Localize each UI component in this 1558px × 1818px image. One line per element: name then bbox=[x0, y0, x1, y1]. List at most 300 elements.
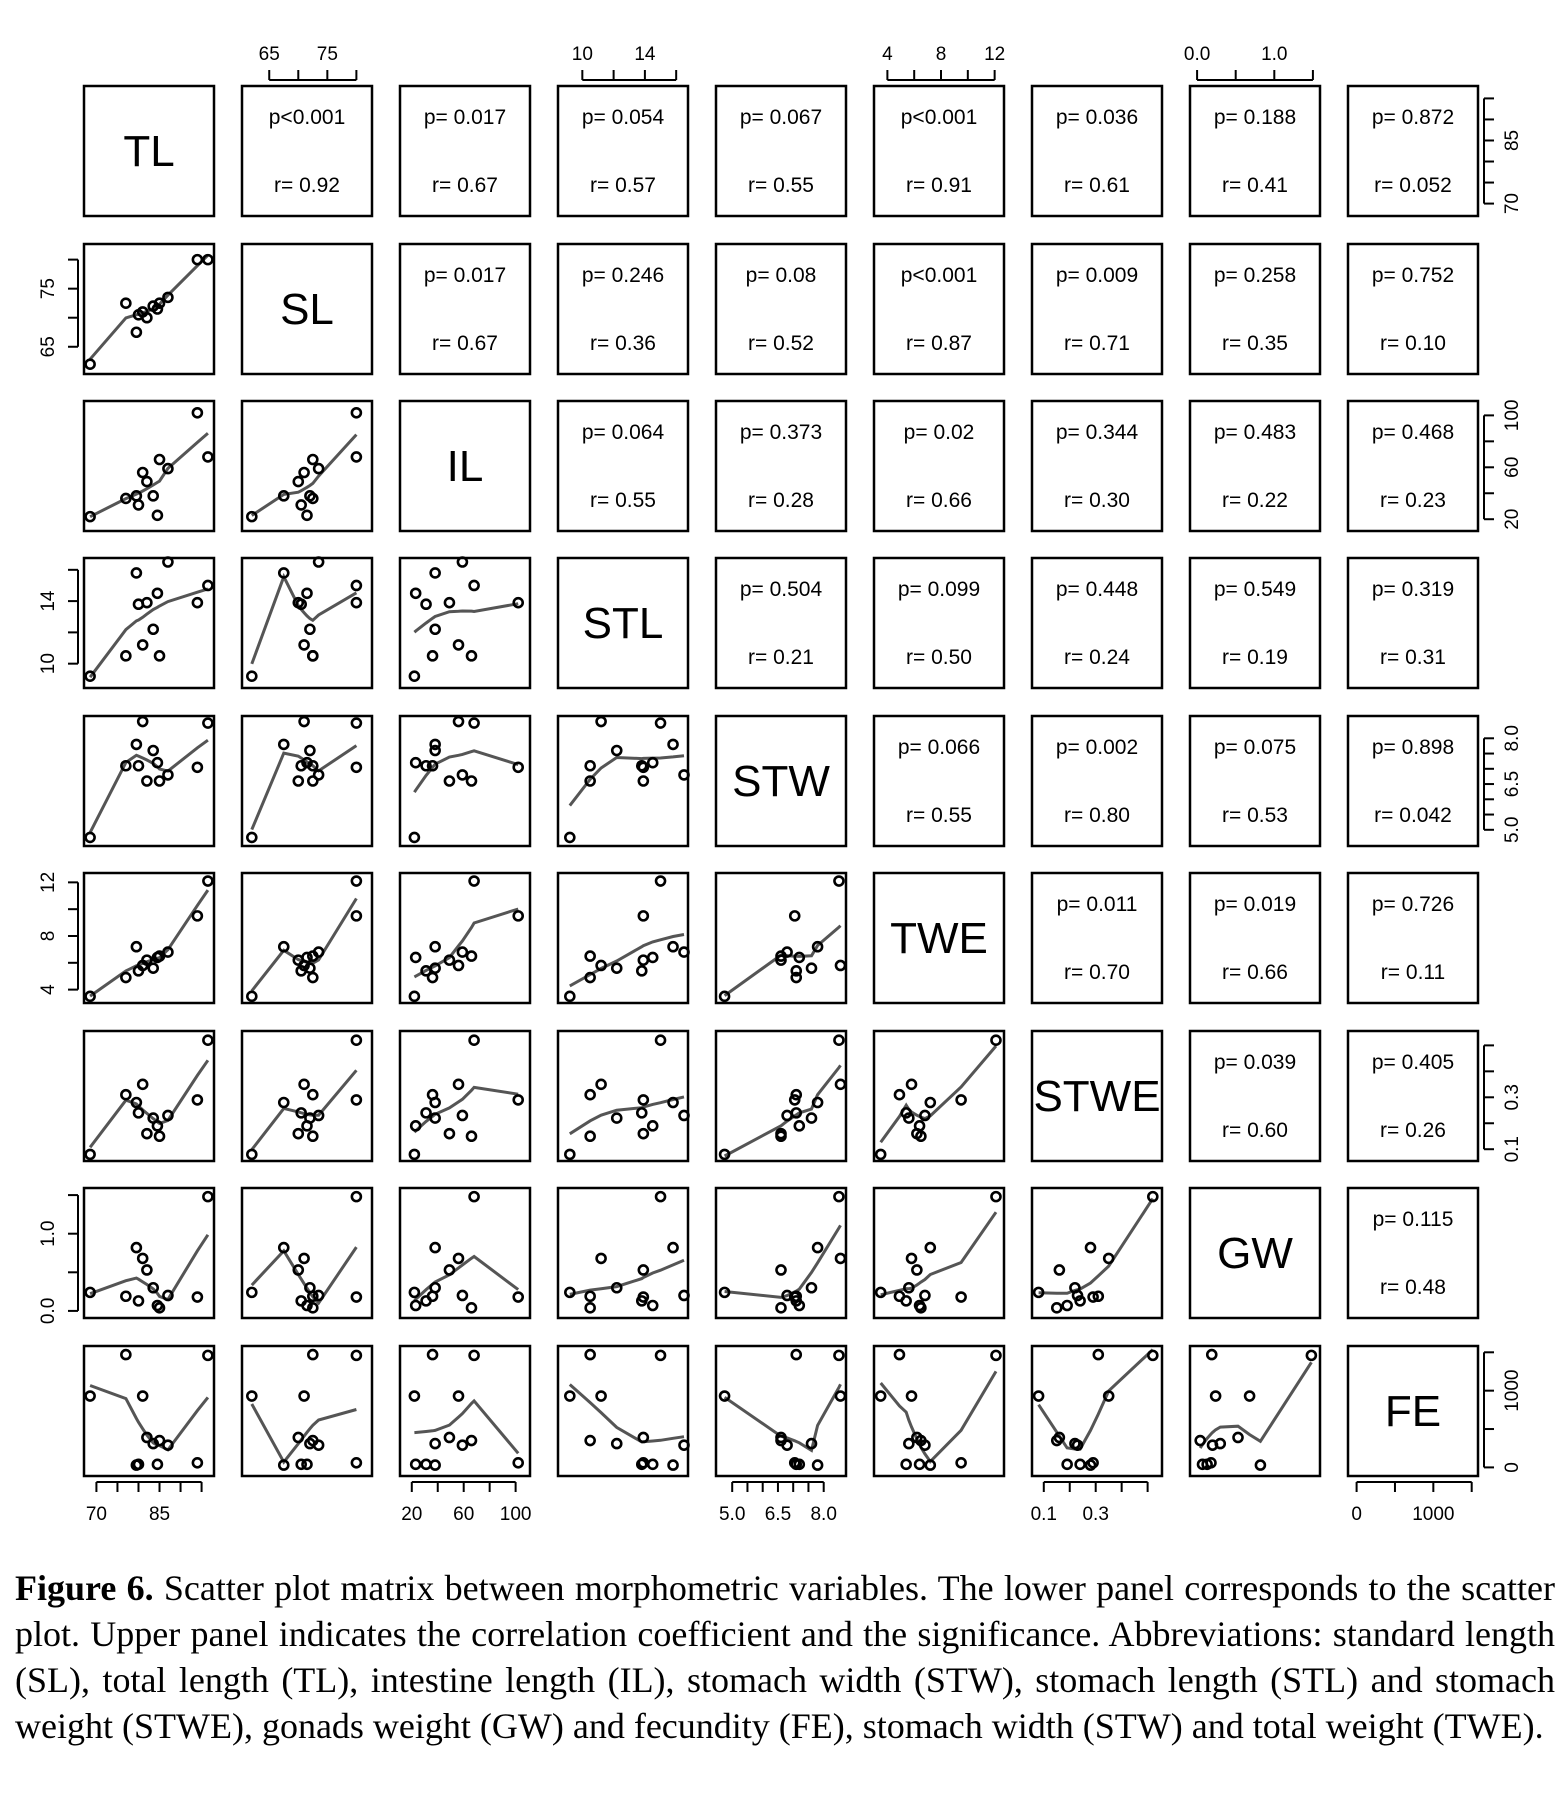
panel-IL-STL bbox=[558, 401, 688, 531]
figure-caption bbox=[15, 1565, 1555, 1749]
scatter-point bbox=[300, 1254, 309, 1263]
scatter-point bbox=[300, 640, 309, 649]
panel-STW-TL bbox=[84, 716, 214, 846]
scatter-point bbox=[912, 1265, 921, 1274]
tick-label: 5.0 bbox=[718, 1504, 746, 1525]
p-value-label: p= 0.017 bbox=[423, 264, 507, 287]
scatter-point bbox=[792, 1350, 801, 1359]
scatter-point bbox=[656, 1192, 665, 1201]
scatter-point bbox=[648, 1301, 657, 1310]
scatter-point bbox=[294, 477, 303, 486]
smoother-line bbox=[90, 433, 208, 517]
panel-TL-STWE bbox=[1032, 86, 1162, 216]
r-value-label: r= 0.87 bbox=[906, 332, 972, 355]
scatter-point bbox=[411, 589, 420, 598]
tick-label: 5.0 bbox=[1502, 816, 1523, 844]
scatter-point bbox=[470, 581, 479, 590]
panel-GW-FE bbox=[1348, 1188, 1478, 1318]
scatter-point bbox=[149, 625, 158, 634]
scatter-point bbox=[428, 651, 437, 660]
scatter-point bbox=[669, 1461, 678, 1470]
scatter-point bbox=[467, 1436, 476, 1445]
scatter-point bbox=[639, 777, 648, 786]
scatter-point bbox=[586, 1350, 595, 1359]
scatter-point bbox=[138, 1254, 147, 1263]
smoother-line bbox=[881, 1046, 996, 1142]
panel-IL-IL bbox=[400, 401, 530, 531]
panel-GW-TWE bbox=[874, 1188, 1004, 1318]
r-value-label: r= 0.55 bbox=[590, 489, 656, 512]
scatter-point bbox=[431, 746, 440, 755]
scatter-point bbox=[637, 966, 646, 975]
r-value-label: r= 0.41 bbox=[1222, 174, 1288, 197]
scatter-point bbox=[470, 877, 479, 886]
scatter-point bbox=[247, 1288, 256, 1297]
p-value-label: p= 0.373 bbox=[739, 421, 823, 444]
panel-frame bbox=[1190, 1346, 1320, 1476]
tick-label: 20 bbox=[401, 1504, 423, 1525]
panel-FE-GW bbox=[1190, 1346, 1320, 1476]
panel-SL-IL bbox=[400, 244, 530, 374]
scatter-point bbox=[431, 568, 440, 577]
scatter-point bbox=[1211, 1392, 1220, 1401]
panel-frame bbox=[400, 716, 530, 846]
scatter-point bbox=[807, 1114, 816, 1123]
r-value-label: r= 0.67 bbox=[432, 332, 498, 355]
scatter-point bbox=[86, 992, 95, 1001]
tick-label: 0 bbox=[1502, 1462, 1523, 1473]
p-value-label: p= 0.344 bbox=[1055, 421, 1139, 444]
scatter-point bbox=[669, 942, 678, 951]
panel-FE-TWE bbox=[874, 1346, 1004, 1476]
scatter-point bbox=[876, 1288, 885, 1297]
panel-IL-TWE bbox=[874, 401, 1004, 531]
scatter-point bbox=[902, 1460, 911, 1469]
scatter-point bbox=[639, 1129, 648, 1138]
scatter-point bbox=[142, 1129, 151, 1138]
panel-STWE-GW bbox=[1190, 1031, 1320, 1161]
scatter-point bbox=[203, 1036, 212, 1045]
p-value-label: p= 0.036 bbox=[1055, 106, 1139, 129]
r-value-label: r= 0.55 bbox=[906, 804, 972, 827]
scatter-point bbox=[586, 1090, 595, 1099]
panel-frame bbox=[84, 1346, 214, 1476]
p-value-label: p<0.001 bbox=[900, 106, 978, 129]
panel-TWE-STWE bbox=[1032, 873, 1162, 1003]
p-value-label: p= 0.258 bbox=[1213, 264, 1297, 287]
scatter-point bbox=[454, 1392, 463, 1401]
scatter-point bbox=[514, 1458, 523, 1467]
p-value-label: p= 0.246 bbox=[581, 264, 665, 287]
scatter-point bbox=[410, 833, 419, 842]
panel-SL-TWE bbox=[874, 244, 1004, 374]
scatter-point bbox=[807, 964, 816, 973]
diagonal-label-TWE: TWE bbox=[890, 914, 988, 963]
scatter-point bbox=[467, 651, 476, 660]
axis-SL-top bbox=[259, 44, 357, 80]
scatter-point bbox=[121, 299, 130, 308]
scatter-point bbox=[294, 1129, 303, 1138]
scatter-point bbox=[155, 777, 164, 786]
p-value-label: p= 0.075 bbox=[1213, 736, 1297, 759]
r-value-label: r= 0.70 bbox=[1064, 961, 1130, 984]
scatter-point bbox=[783, 1111, 792, 1120]
scatter-point bbox=[352, 452, 361, 461]
panel-IL-SL bbox=[242, 401, 372, 531]
scatter-point bbox=[422, 600, 431, 609]
axis-TWE-left bbox=[38, 872, 78, 995]
scatter-point bbox=[1063, 1301, 1072, 1310]
panel-TL-FE bbox=[1348, 86, 1478, 216]
scatter-point bbox=[458, 1441, 467, 1450]
scatter-point bbox=[308, 1090, 317, 1099]
panel-SL-GW bbox=[1190, 244, 1320, 374]
diagonal-label-FE: FE bbox=[1384, 1387, 1442, 1436]
scatter-point bbox=[153, 589, 162, 598]
p-value-label: p= 0.011 bbox=[1056, 893, 1138, 916]
scatter-point bbox=[565, 833, 574, 842]
scatter-point bbox=[308, 973, 317, 982]
scatter-point bbox=[308, 1350, 317, 1359]
scatter-point bbox=[308, 455, 317, 464]
scatter-point bbox=[1196, 1436, 1205, 1445]
scatter-point bbox=[1104, 1254, 1113, 1263]
scatter-point bbox=[431, 1461, 440, 1470]
p-value-label: p= 0.405 bbox=[1371, 1051, 1455, 1074]
scatter-point bbox=[422, 1108, 431, 1117]
scatter-point bbox=[247, 992, 256, 1001]
tick-label: 1.0 bbox=[1261, 44, 1288, 65]
panel-TL-TL bbox=[84, 86, 214, 216]
panel-frame bbox=[874, 1031, 1004, 1161]
scatter-point bbox=[132, 942, 141, 951]
scatter-point bbox=[904, 1439, 913, 1448]
panel-frame bbox=[558, 1188, 688, 1318]
scatter-point bbox=[247, 833, 256, 842]
smoother-line bbox=[90, 890, 208, 996]
scatter-point bbox=[303, 1460, 312, 1469]
scatter-point bbox=[193, 255, 202, 264]
panel-SL-TL bbox=[84, 244, 214, 374]
scatter-point bbox=[777, 1265, 786, 1274]
scatter-point bbox=[193, 1095, 202, 1104]
r-value-label: r= 0.67 bbox=[432, 174, 498, 197]
tick-label: 60 bbox=[1502, 456, 1523, 478]
scatter-point bbox=[648, 953, 657, 962]
scatter-point bbox=[352, 581, 361, 590]
scatter-point bbox=[836, 1392, 845, 1401]
scatter-point bbox=[639, 1095, 648, 1104]
scatter-point bbox=[247, 1392, 256, 1401]
scatter-point bbox=[431, 1439, 440, 1448]
panel-IL-FE bbox=[1348, 401, 1478, 531]
tick-label: 85 bbox=[1502, 129, 1523, 152]
diagonal-label-IL: IL bbox=[446, 442, 484, 491]
scatter-point bbox=[308, 1132, 317, 1141]
panel-FE-SL bbox=[242, 1346, 372, 1476]
scatter-point bbox=[138, 717, 147, 726]
p-value-label: p= 0.872 bbox=[1371, 106, 1455, 129]
scatter-point bbox=[203, 1351, 212, 1360]
scatter-point bbox=[352, 1293, 361, 1302]
panel-STL-SL bbox=[242, 558, 372, 689]
panel-STL-STL bbox=[558, 558, 688, 688]
smoother-line bbox=[570, 1097, 684, 1134]
panel-TL-SL bbox=[242, 86, 372, 216]
panel-TL-STW bbox=[716, 86, 846, 216]
scatter-point bbox=[132, 568, 141, 577]
tick-label: 8 bbox=[38, 930, 59, 942]
scatter-point bbox=[352, 598, 361, 607]
p-value-label: p= 0.483 bbox=[1213, 421, 1297, 444]
p-value-label: p= 0.067 bbox=[739, 106, 823, 129]
scatter-point bbox=[314, 1291, 323, 1300]
tick-label: 85 bbox=[148, 1504, 171, 1525]
p-value-label: p= 0.064 bbox=[581, 421, 665, 444]
scatter-point bbox=[86, 360, 95, 369]
p-value-label: p= 0.549 bbox=[1213, 578, 1297, 601]
p-value-label: p= 0.017 bbox=[423, 106, 507, 129]
scatter-point bbox=[470, 719, 479, 728]
scatter-point bbox=[1245, 1392, 1254, 1401]
scatter-point bbox=[352, 1036, 361, 1045]
diagonal-label-SL: SL bbox=[280, 285, 334, 334]
scatter-point bbox=[907, 1254, 916, 1263]
scatter-point bbox=[300, 468, 309, 477]
scatter-point bbox=[454, 640, 463, 649]
tick-label: 20 bbox=[1502, 508, 1523, 530]
panel-TL-TWE bbox=[874, 86, 1004, 216]
panel-STW-FE bbox=[1348, 716, 1478, 846]
scatter-point bbox=[834, 877, 843, 886]
tick-label: 10 bbox=[571, 44, 593, 65]
p-value-label: p= 0.504 bbox=[739, 578, 823, 601]
panel-frame bbox=[558, 1031, 688, 1161]
tick-label: 0.0 bbox=[1183, 44, 1211, 65]
tick-label: 60 bbox=[453, 1504, 475, 1525]
scatter-point bbox=[586, 1292, 595, 1301]
tick-label: 1000 bbox=[1412, 1504, 1455, 1525]
scatter-point bbox=[134, 1296, 143, 1305]
scatter-point bbox=[410, 1150, 419, 1159]
tick-label: 12 bbox=[38, 871, 59, 893]
scatter-point bbox=[836, 961, 845, 970]
r-value-label: r= 0.53 bbox=[1222, 804, 1288, 827]
scatter-point bbox=[656, 1351, 665, 1360]
r-value-label: r= 0.28 bbox=[748, 489, 814, 512]
scatter-point bbox=[813, 1461, 822, 1470]
scatter-point bbox=[612, 964, 621, 973]
scatter-point bbox=[1207, 1350, 1216, 1359]
scatter-point bbox=[142, 777, 151, 786]
r-value-label: r= 0.35 bbox=[1222, 332, 1288, 355]
scatter-point bbox=[155, 1132, 164, 1141]
r-value-label: r= 0.052 bbox=[1374, 174, 1452, 197]
r-value-label: r= 0.11 bbox=[1380, 961, 1446, 984]
panel-SL-SL bbox=[242, 244, 372, 374]
diagonal-label-STWE: STWE bbox=[1033, 1072, 1161, 1121]
tick-label: 0.1 bbox=[1502, 1136, 1523, 1163]
p-value-label: p= 0.726 bbox=[1371, 893, 1455, 916]
r-value-label: r= 0.10 bbox=[1380, 332, 1446, 355]
scatter-point bbox=[470, 1036, 479, 1045]
panel-SL-STW bbox=[716, 244, 846, 374]
tick-label: 0.3 bbox=[1082, 1504, 1109, 1525]
r-value-label: r= 0.19 bbox=[1222, 646, 1288, 669]
scatter-point bbox=[352, 1458, 361, 1467]
panel-GW-GW bbox=[1190, 1188, 1320, 1318]
scatter-point bbox=[639, 911, 648, 920]
scatter-point bbox=[138, 468, 147, 477]
scatter-point bbox=[411, 953, 420, 962]
scatter-point bbox=[308, 651, 317, 660]
scatter-point bbox=[454, 961, 463, 970]
scatter-point bbox=[155, 455, 164, 464]
panel-TWE-STL bbox=[558, 873, 689, 1003]
scatter-point bbox=[454, 717, 463, 726]
panel-STW-GW bbox=[1190, 716, 1320, 846]
scatter-point bbox=[300, 1392, 309, 1401]
scatter-point bbox=[247, 1150, 256, 1159]
axis-GW-top bbox=[1184, 44, 1313, 80]
scatter-point bbox=[1256, 1461, 1265, 1470]
scatter-point bbox=[790, 911, 799, 920]
scatter-point bbox=[121, 1350, 130, 1359]
scatter-point bbox=[876, 1392, 885, 1401]
panel-frame bbox=[1032, 1346, 1162, 1476]
panel-TWE-SL bbox=[242, 873, 372, 1003]
scatter-point bbox=[445, 1129, 454, 1138]
scatter-point bbox=[149, 491, 158, 500]
p-value-label: p= 0.002 bbox=[1055, 736, 1139, 759]
scatter-point bbox=[639, 1265, 648, 1274]
r-value-label: r= 0.91 bbox=[906, 174, 972, 197]
panel-STWE-IL bbox=[400, 1031, 530, 1161]
scatter-point bbox=[121, 1292, 130, 1301]
scatter-point bbox=[138, 1080, 147, 1089]
panel-STWE-STWE bbox=[1032, 1031, 1162, 1161]
scatter-point bbox=[586, 1303, 595, 1312]
r-value-label: r= 0.52 bbox=[748, 332, 814, 355]
tick-label: 12 bbox=[984, 44, 1006, 65]
scatter-point bbox=[656, 719, 665, 728]
panel-frame bbox=[400, 558, 530, 688]
scatter-point bbox=[193, 911, 202, 920]
scatter-point bbox=[597, 1392, 606, 1401]
scatter-point bbox=[926, 1243, 935, 1252]
scatter-point bbox=[134, 1108, 143, 1117]
scatter-point bbox=[300, 1080, 309, 1089]
panel-SL-FE bbox=[1348, 244, 1478, 374]
tick-label: 75 bbox=[316, 44, 338, 65]
smoother-line bbox=[725, 1065, 841, 1156]
axis-TL-bottom bbox=[86, 1482, 202, 1525]
scatter-point bbox=[467, 1303, 476, 1312]
scatter-point bbox=[86, 1392, 95, 1401]
scatter-point bbox=[428, 1350, 437, 1359]
tick-label: 10 bbox=[38, 653, 59, 675]
axis-STWE-right bbox=[1484, 1045, 1523, 1162]
scatter-point bbox=[1234, 1433, 1243, 1442]
scatter-point bbox=[834, 1192, 843, 1201]
scatter-point bbox=[203, 877, 212, 886]
panel-FE-IL bbox=[400, 1346, 530, 1476]
scatter-point bbox=[720, 992, 729, 1001]
scatter-point bbox=[352, 877, 361, 886]
r-value-label: r= 0.61 bbox=[1064, 174, 1130, 197]
scatter-point bbox=[149, 746, 158, 755]
p-value-label: p= 0.099 bbox=[897, 578, 981, 601]
panel-SL-STL bbox=[558, 244, 688, 374]
caption-label: Figure 6. bbox=[15, 1568, 154, 1608]
r-value-label: r= 0.71 bbox=[1064, 332, 1130, 355]
tick-label: 75 bbox=[38, 278, 59, 300]
panel-STWE-FE bbox=[1348, 1031, 1478, 1161]
smoother-line bbox=[570, 1385, 684, 1443]
scatter-point bbox=[586, 952, 595, 961]
scatter-point bbox=[656, 1036, 665, 1045]
r-value-label: r= 0.60 bbox=[1222, 1119, 1288, 1142]
scatter-point bbox=[203, 1192, 212, 1201]
r-value-label: r= 0.24 bbox=[1064, 646, 1130, 669]
scatter-point bbox=[411, 758, 420, 767]
panel-STW-STW bbox=[716, 716, 846, 846]
scatter-point bbox=[1086, 1243, 1095, 1252]
scatter-point bbox=[454, 1080, 463, 1089]
scatter-point bbox=[303, 511, 312, 520]
scatter-point bbox=[597, 1254, 606, 1263]
scatter-point bbox=[470, 1351, 479, 1360]
axis-IL-bottom bbox=[401, 1482, 531, 1525]
scatter-point bbox=[193, 598, 202, 607]
scatter-point bbox=[86, 1150, 95, 1159]
scatter-point bbox=[612, 746, 621, 755]
scatter-point bbox=[991, 1351, 1000, 1360]
panel-frame bbox=[84, 873, 214, 1003]
scatter-point bbox=[514, 1293, 523, 1302]
scatter-point bbox=[669, 740, 678, 749]
diagonal-label-STW: STW bbox=[732, 757, 830, 806]
r-value-label: r= 0.22 bbox=[1222, 489, 1288, 512]
smoother-line bbox=[570, 1260, 684, 1294]
diagonal-label-STL: STL bbox=[582, 599, 664, 648]
scatter-point bbox=[303, 589, 312, 598]
scatter-point bbox=[467, 777, 476, 786]
panel-GW-STL bbox=[558, 1188, 689, 1318]
scatter-point bbox=[121, 973, 130, 982]
scatter-point bbox=[134, 500, 143, 509]
scatter-point bbox=[193, 1293, 202, 1302]
panel-FE-FE bbox=[1348, 1346, 1478, 1476]
p-value-label: p= 0.08 bbox=[745, 264, 817, 287]
r-value-label: r= 0.48 bbox=[1380, 1276, 1446, 1299]
scatter-point bbox=[431, 1243, 440, 1252]
r-value-label: r= 0.66 bbox=[906, 489, 972, 512]
smoother-line bbox=[1200, 1362, 1311, 1448]
scatter-point bbox=[121, 651, 130, 660]
scatter-point bbox=[294, 777, 303, 786]
scatter-point bbox=[813, 1243, 822, 1252]
scatter-point bbox=[902, 1296, 911, 1305]
panel-STL-STWE bbox=[1032, 558, 1162, 688]
scatter-point bbox=[247, 512, 256, 521]
r-value-label: r= 0.57 bbox=[590, 174, 656, 197]
tick-label: 1000 bbox=[1502, 1369, 1523, 1412]
scatter-point bbox=[834, 1351, 843, 1360]
panel-STL-IL bbox=[400, 558, 530, 689]
scatter-point bbox=[720, 1392, 729, 1401]
scatter-point bbox=[410, 1288, 419, 1297]
